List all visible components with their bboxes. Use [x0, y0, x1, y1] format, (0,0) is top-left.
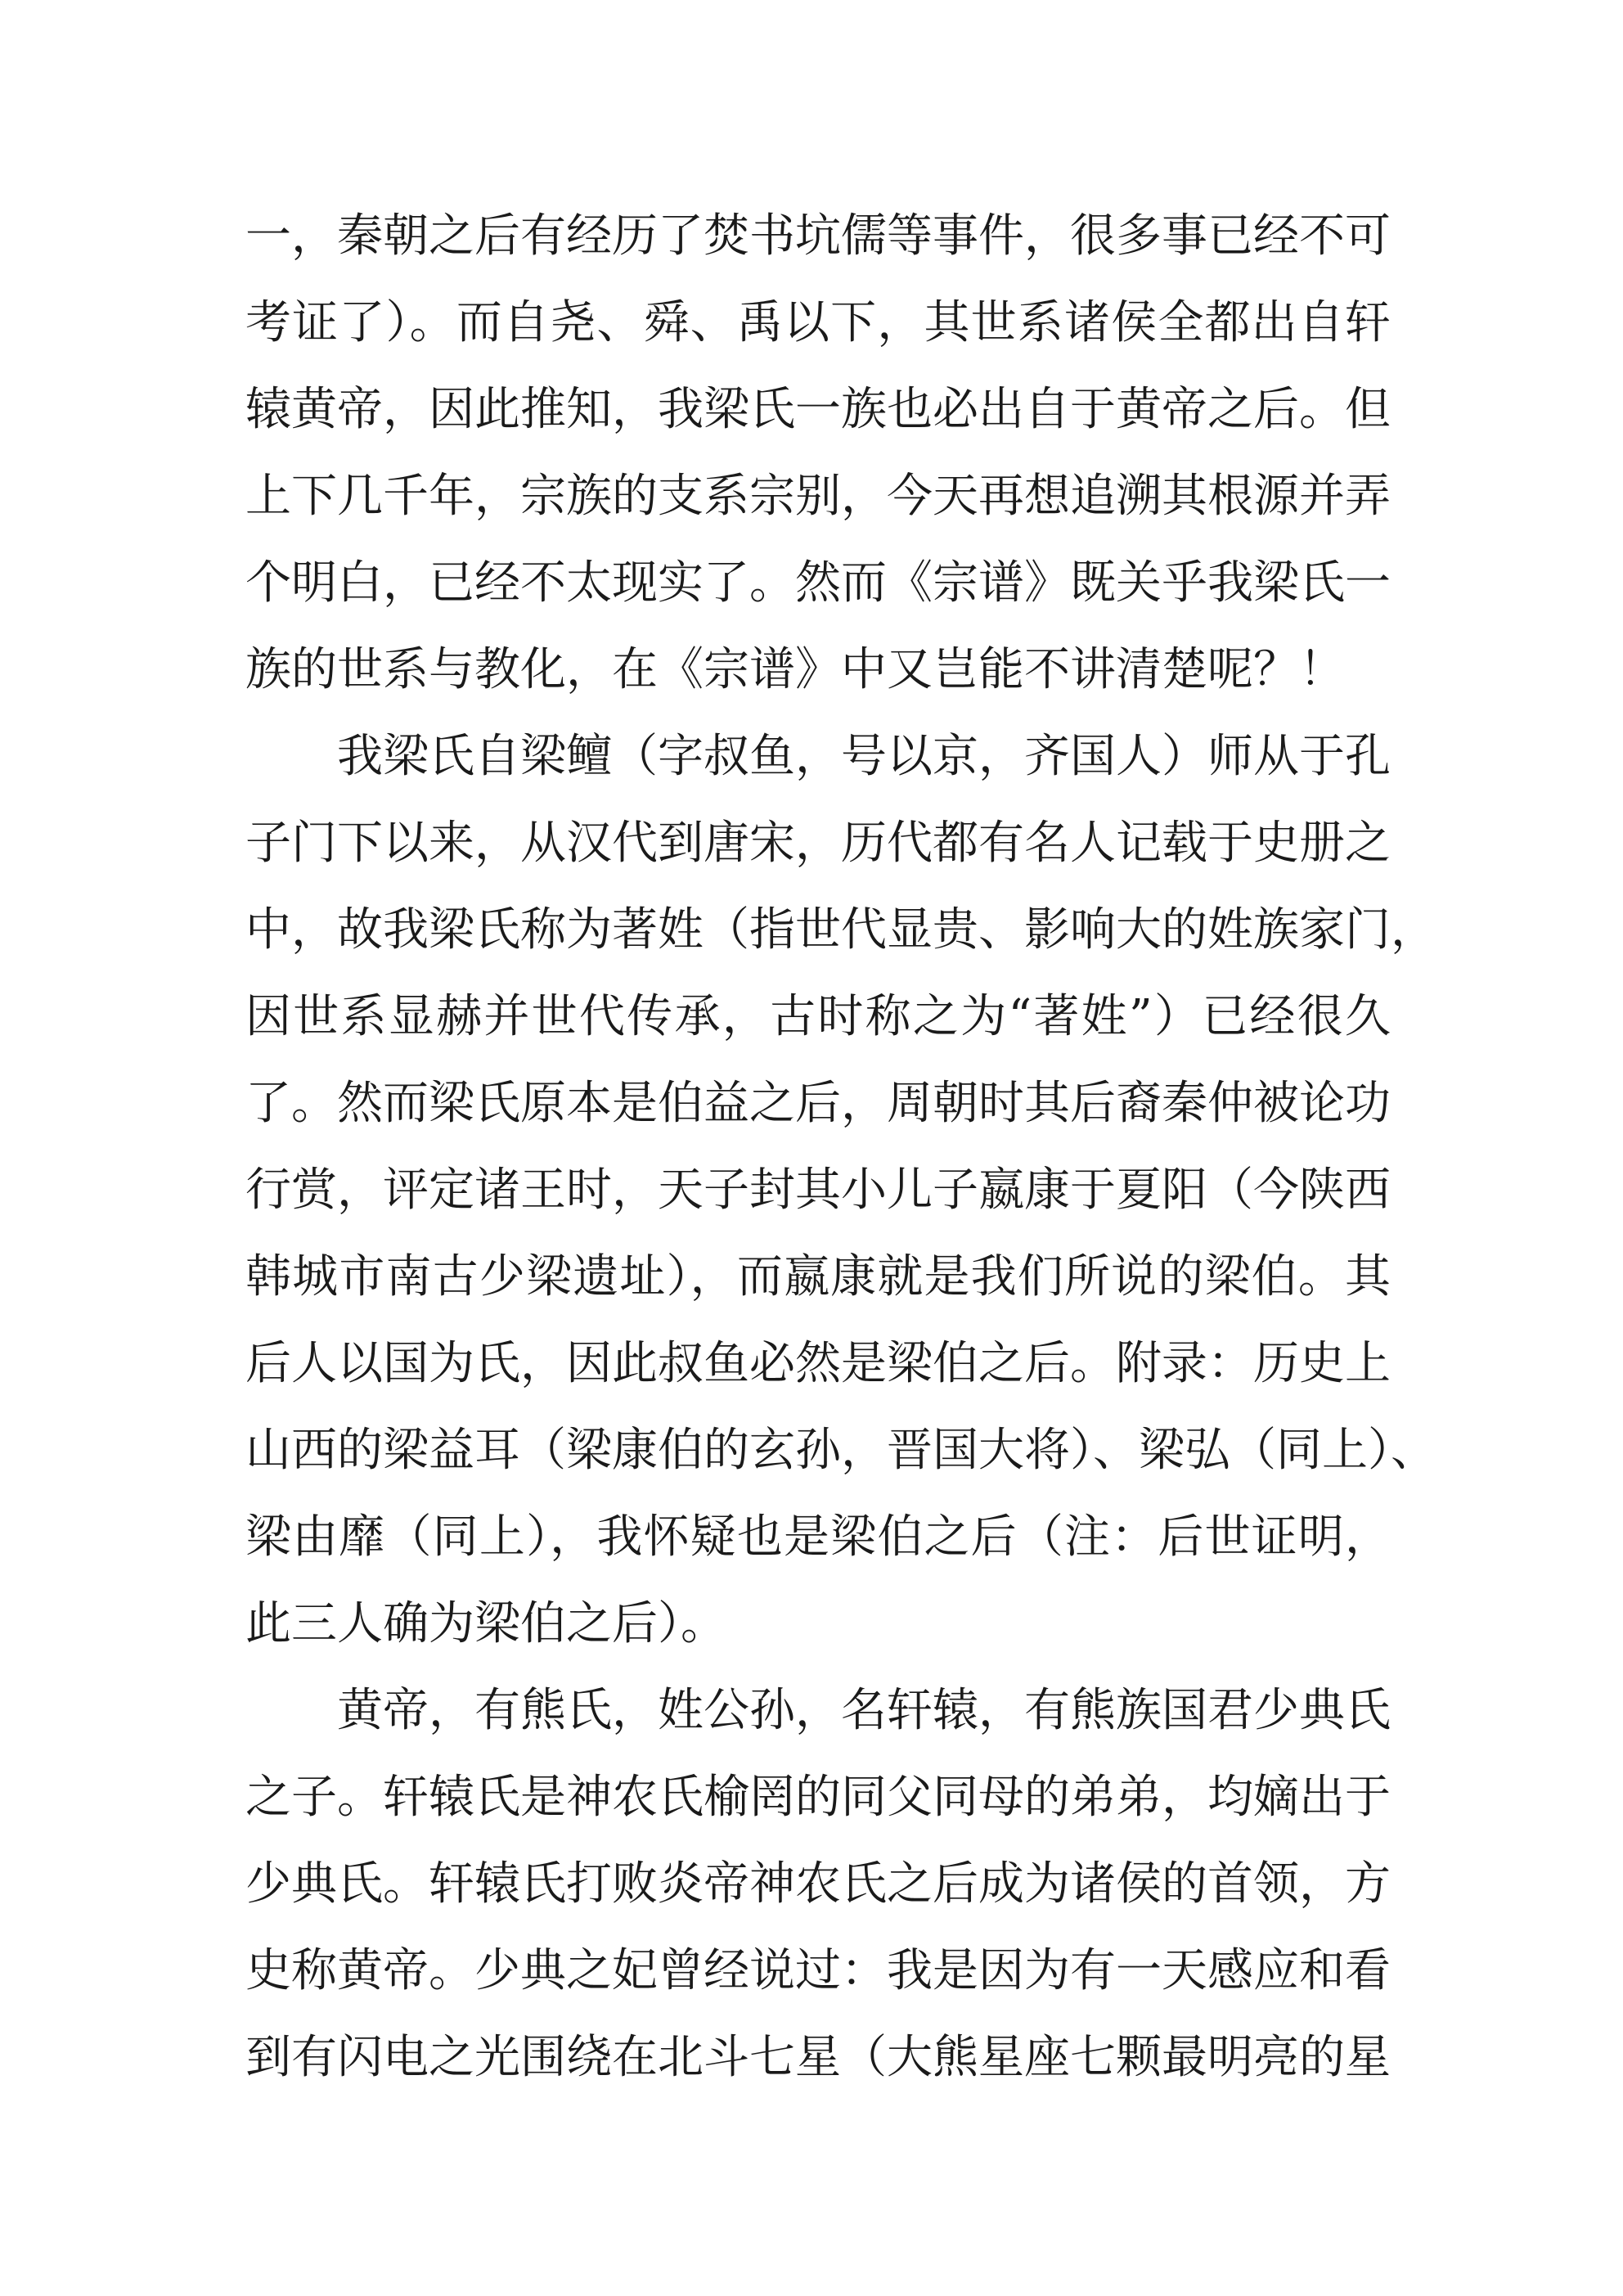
paragraph-1-line-3: 辕黄帝，因此推知，我梁氏一族也必出自于黄帝之后。但	[245, 383, 1391, 436]
paragraph-2-line-9: 山西的梁益耳（梁康伯的玄孙，晋国大将）、梁弘（同上）、	[245, 1424, 1436, 1477]
paragraph-2-line-2: 子门下以来，从汉代到唐宋，历代都有名人记载于史册之	[245, 817, 1391, 870]
paragraph-1-line-5: 个明白，已经不太现实了。然而《宗谱》既关乎我梁氏一	[245, 556, 1391, 610]
paragraph-1-line-1: 一，秦朝之后有经历了焚书坑儒等事件，很多事已经不可	[245, 209, 1391, 263]
paragraph-3-line-3: 少典氏。轩辕氏打败炎帝神农氏之后成为诸侯的首领，方	[245, 1857, 1391, 1911]
document-body	[245, 193, 1436, 2101]
paragraph-3-line-2: 之子。轩辕氏是神农氏榆罔的同父同母的弟弟，均嫡出于	[245, 1771, 1391, 1824]
paragraph-1-line-2: 考证了）。而自尧、舜、禹以下，其世系诸侯全都出自轩	[245, 296, 1391, 349]
paragraph-2-line-1: 我梁氏自梁鳣（字叔鱼，号以京，齐国人）师从于孔	[337, 730, 1391, 783]
paragraph-3-line-4: 史称黄帝。少典之妃曾经说过：我是因为有一天感应和看	[245, 1944, 1391, 1997]
paragraph-3-line-1: 黄帝，有熊氏，姓公孙，名轩辕，有熊族国君少典氏	[337, 1684, 1391, 1737]
paragraph-2-line-5: 了。然而梁氏原本是伯益之后，周朝时其后裔秦仲被论功	[245, 1077, 1391, 1130]
paragraph-3-line-5: 到有闪电之光围绕在北斗七星（大熊星座七颗最明亮的星	[245, 2031, 1391, 2084]
paragraph-2-line-11: 此三人确为梁伯之后）。	[245, 1597, 726, 1650]
paragraph-1-line-4: 上下几千年，宗族的支系宗别，今天再想追溯其根源并弄	[245, 470, 1391, 523]
paragraph-2-line-3: 中，故我梁氏称为著姓（指世代显贵、影响大的姓族家门，	[245, 903, 1436, 957]
paragraph-1-line-6: 族的世系与教化，在《宗谱》中又岂能不讲清楚呢？！	[245, 643, 1345, 696]
paragraph-2-line-7: 韩城市南古少梁遗址），而嬴康就是我们所说的梁伯。其	[245, 1250, 1391, 1303]
paragraph-2-line-4: 因世系显赫并世代传承，古时称之为“著姓”）已经很久	[245, 990, 1391, 1043]
paragraph-2-line-8: 后人以国为氏，因此叔鱼必然是梁伯之后。附录：历史上	[245, 1337, 1391, 1390]
paragraph-2-line-6: 行赏，评定诸王时，天子封其小儿子嬴康于夏阳（今陕西	[245, 1164, 1391, 1217]
paragraph-2-line-10: 梁由靡（同上），我怀疑也是梁伯之后（注：后世证明，	[245, 1510, 1391, 1564]
